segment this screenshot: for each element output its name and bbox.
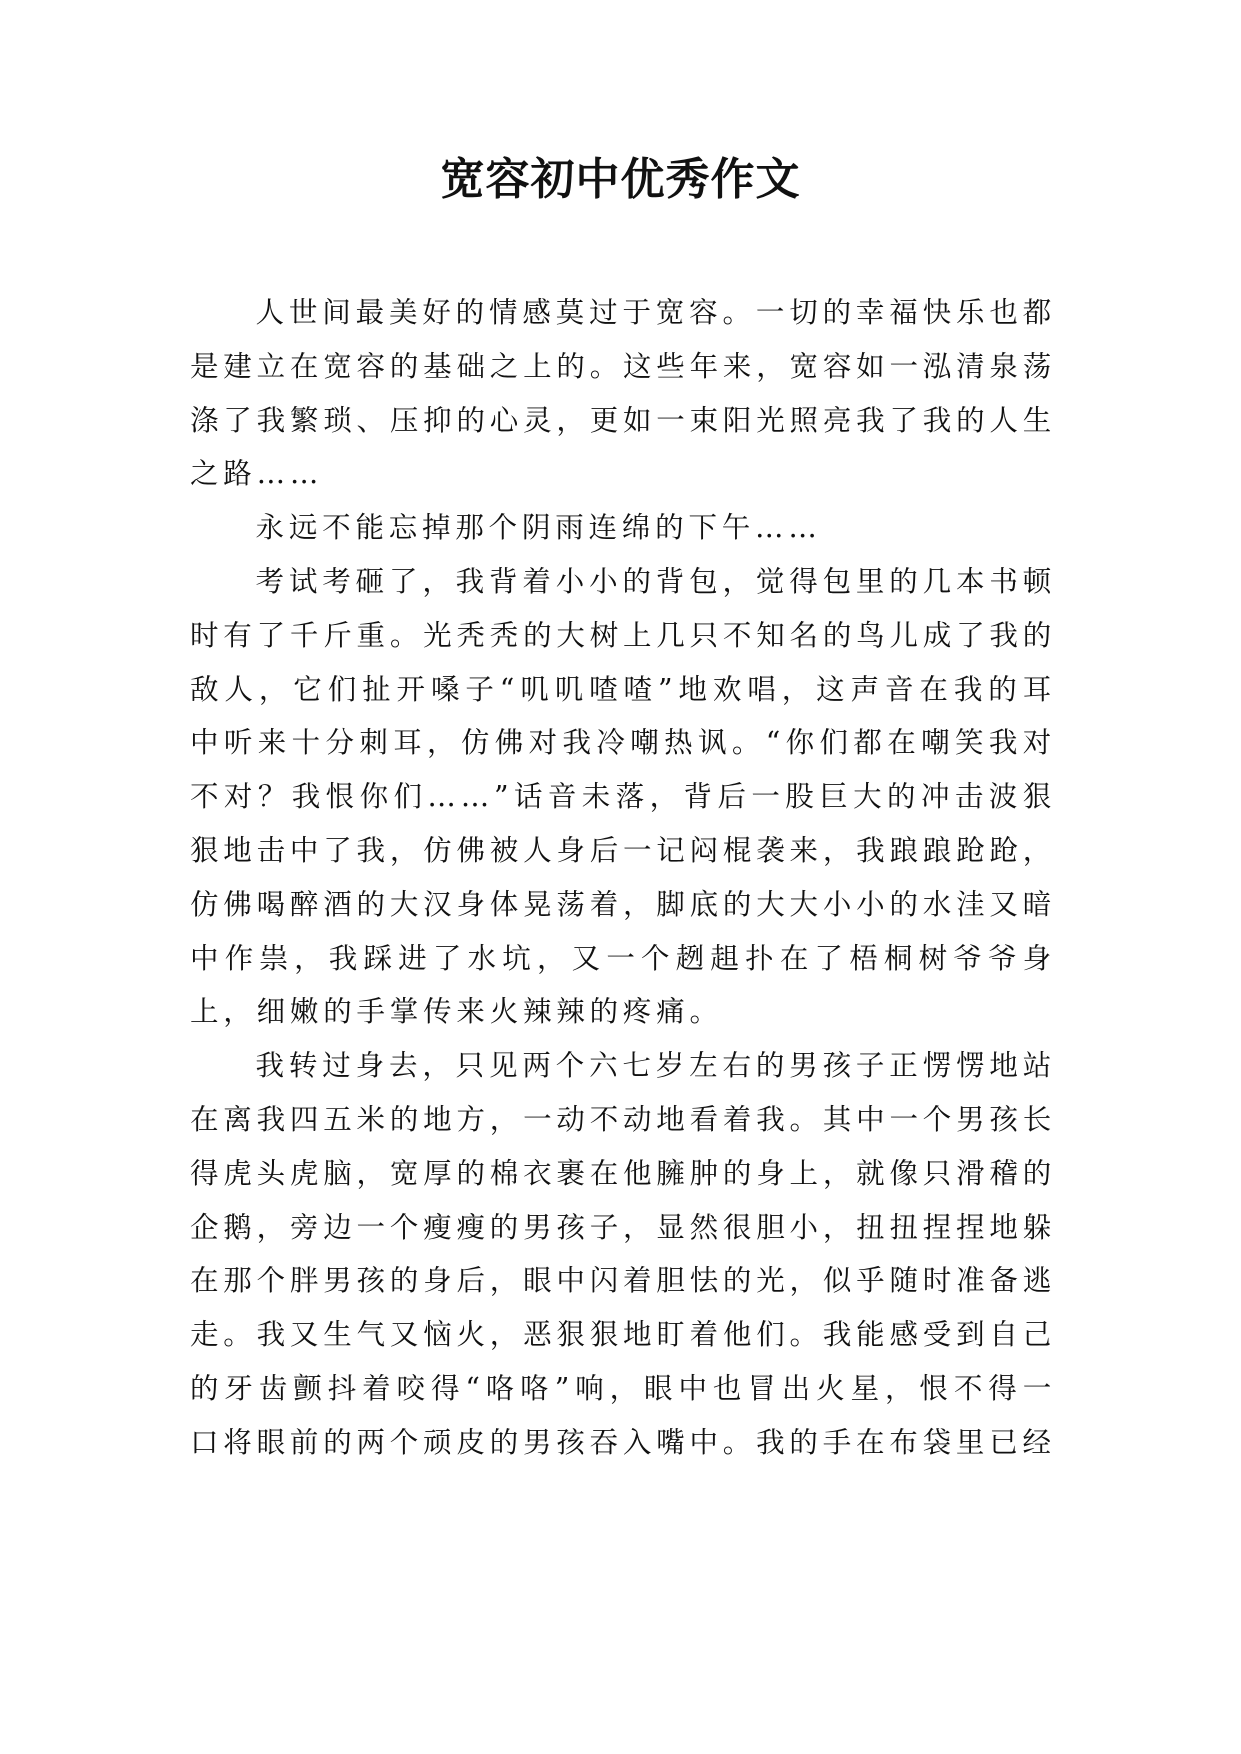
paragraph: 永远不能忘掉那个阴雨连绵的下午…… <box>255 511 822 545</box>
paragraph: 我转过身去，只见两个六七岁左右的男孩子正愣愣地站在离我四五米的地方，一动不动地看着我。其中一个男孩长得虎头虎脑，宽厚的棉衣裹在他臃肿的身上，就像只滑稽的企鹅，旁边一个瘦瘦的男孩子，显然很胆小，扭扭捏捏地躲在那个胖男孩的身后，眼中闪着胆怯的光，似乎随时准备逃走。我又生气又恼火，恶狠狠地盯着他们。我能感受到自己的牙齿颤抖着咬得“咯咯”响，眼中也冒出火星，恨不得一口将眼前的两个顽皮的男孩吞入嘴中。我的手在布袋里已经 <box>190 1049 1056 1459</box>
paragraph: 考试考砸了，我背着小小的背包，觉得包里的几本书顿时有了千斤重。光秃秃的大树上几只不知名的鸟儿成了我的敌人，它们扯开嗓子“叽叽喳喳”地欢唱，这声音在我的耳中听来十分刺耳，仿佛对我冷嘲热讽。“你们都在嘲笑我对不对？我恨你们……”话音未落，背后一股巨大的冲击波狠狠地击中了我，仿佛被人身后一记闷棍袭来，我踉踉跄跄，仿佛喝醉酒的大汉身体晃荡着，脚底的大大小小的水洼又暗中作祟，我踩进了水坑，又一个趔趄扑在了梧桐树爷爷身上，细嫩的手掌传来火辣辣的疼痛。 <box>190 564 1056 1029</box>
paragraph: 人世间最美好的情感莫过于宽容。一切的幸福快乐也都是建立在宽容的基础之上的。这些年来，宽容如一泓清泉荡涤了我繁琐、压抑的心灵，更如一束阳光照亮我了我的人生之路…… <box>190 296 1056 491</box>
document-body <box>190 286 1056 1470</box>
document-title: 宽容初中优秀作文 <box>440 154 801 205</box>
